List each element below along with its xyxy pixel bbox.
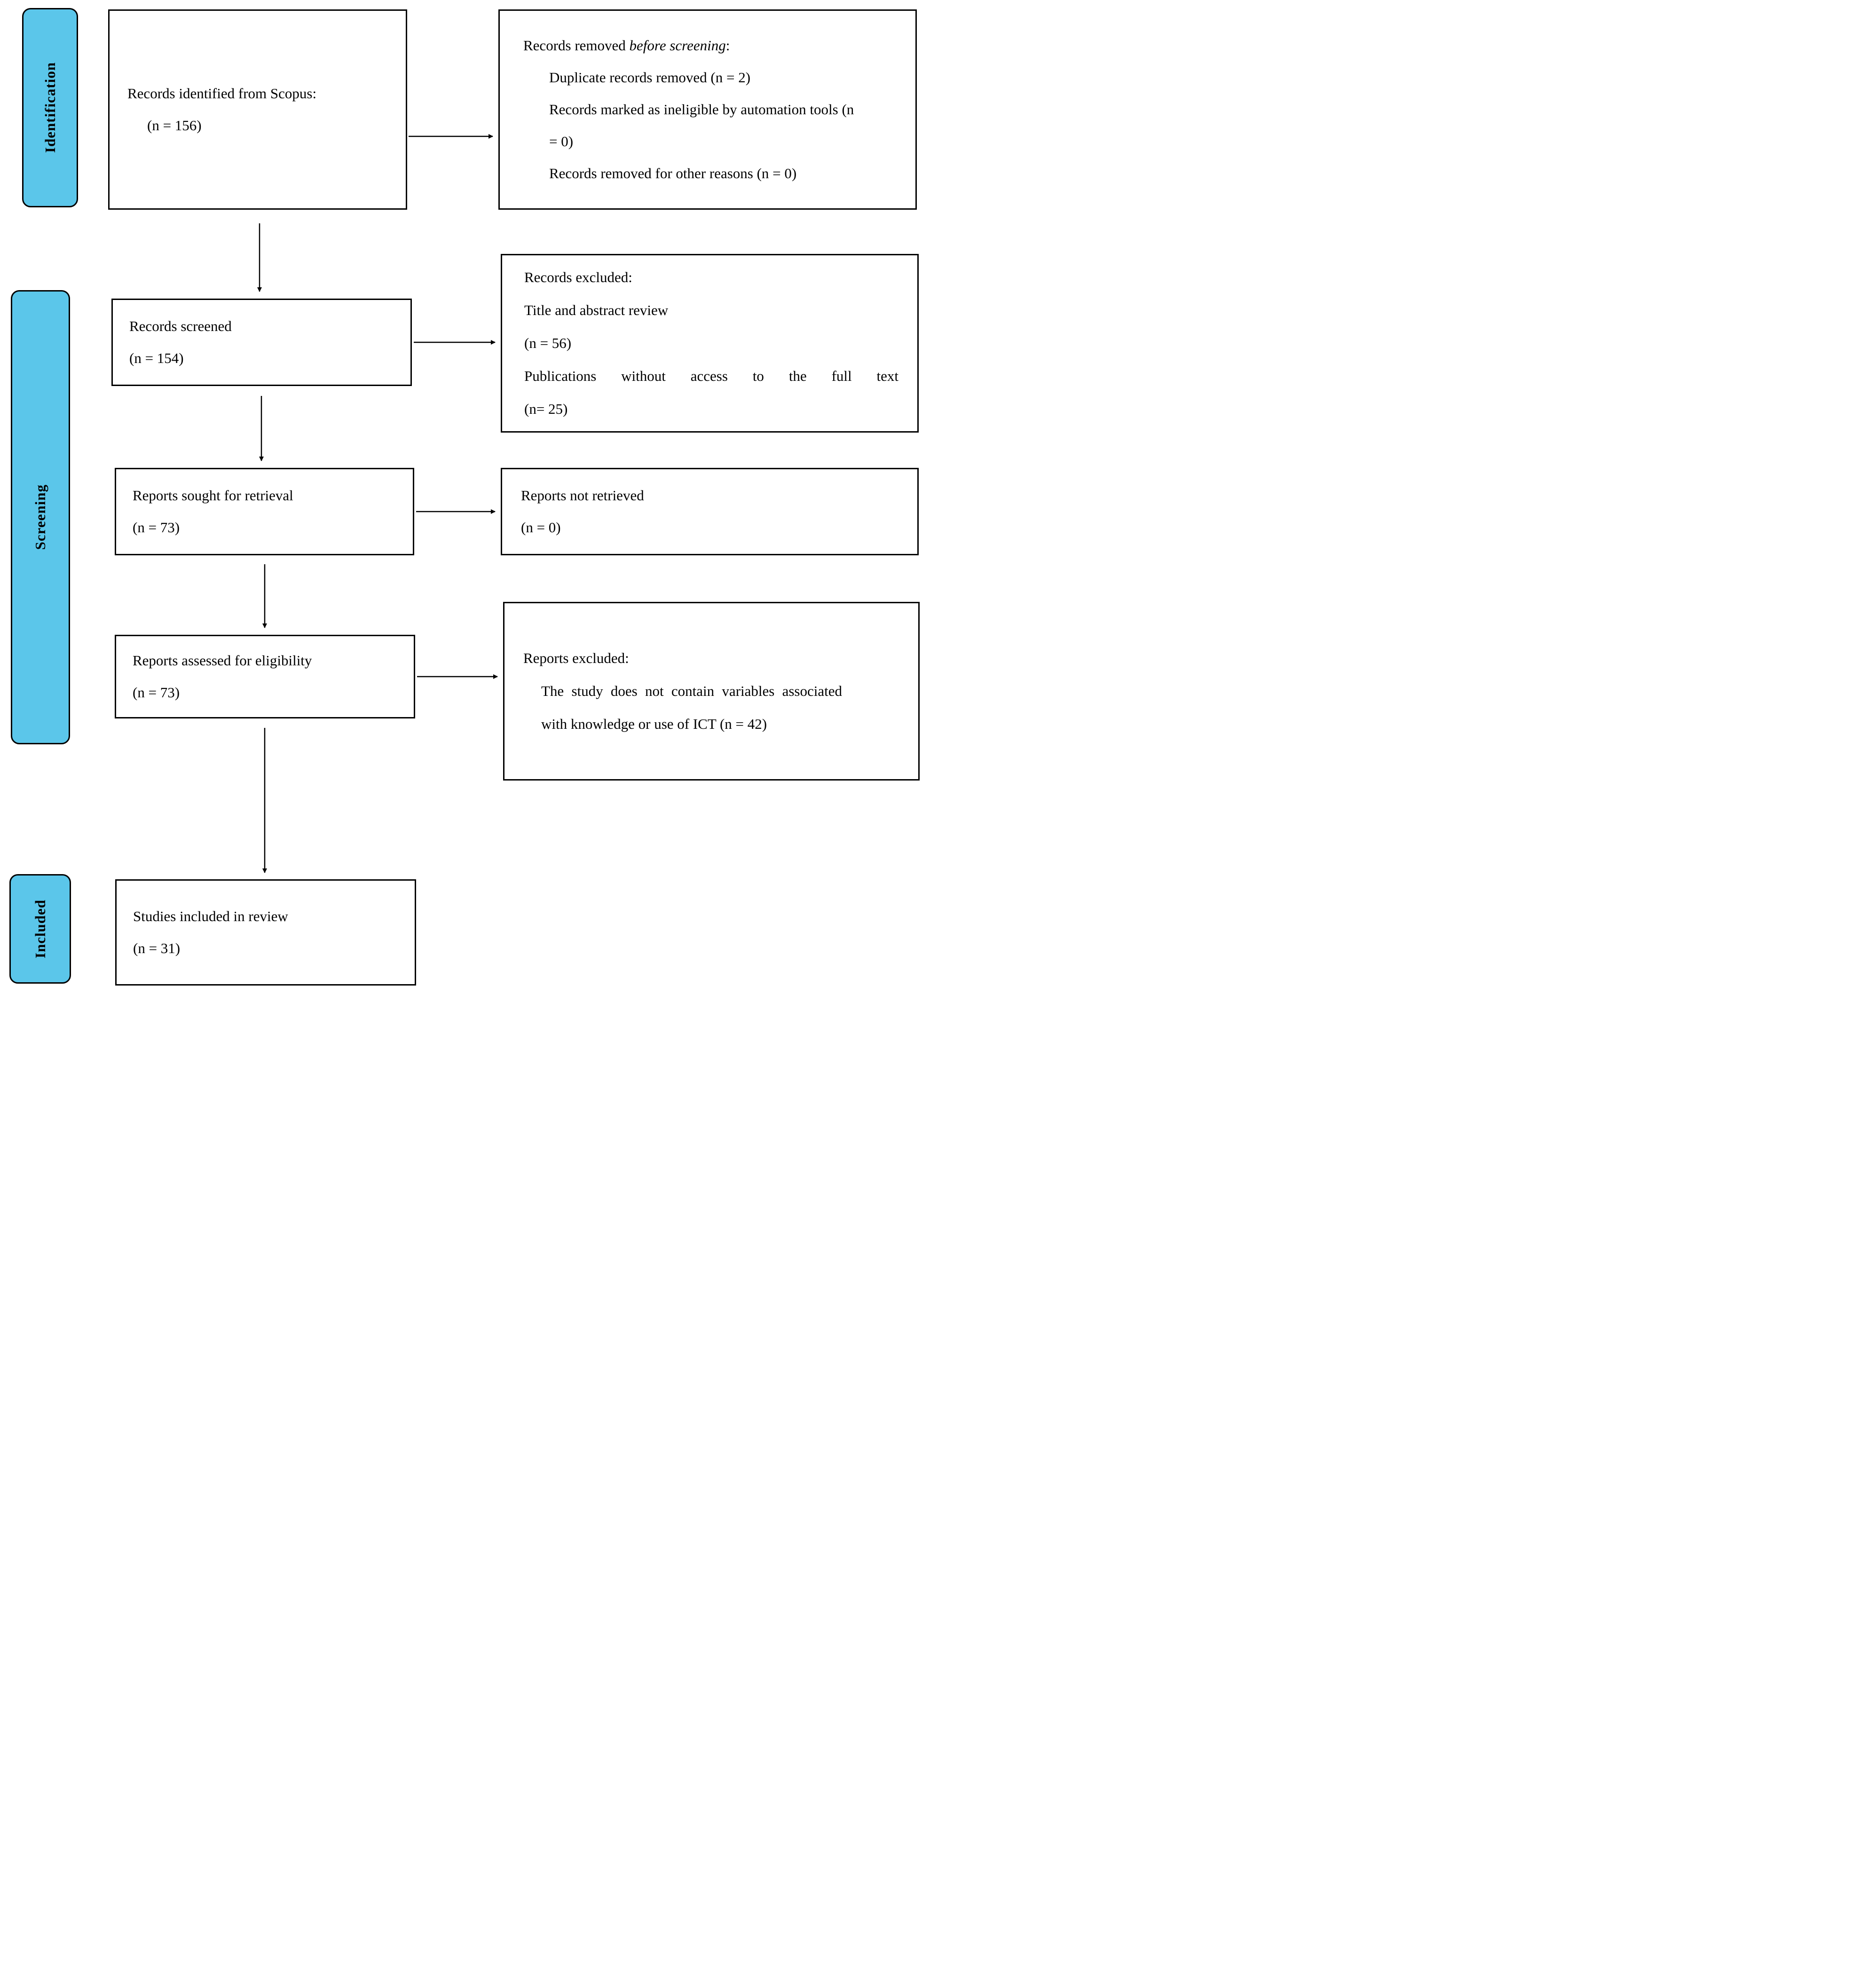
records-excluded-count2: (n= 25) <box>524 401 568 417</box>
reports-sought-text: Reports sought for retrieval <box>133 487 293 504</box>
box-records-identified <box>108 9 407 210</box>
records-removed-title-suffix: : <box>725 37 730 54</box>
box-records-screened <box>111 299 412 386</box>
reports-assessed-count: (n = 73) <box>133 684 180 701</box>
reports-excluded-reason: The study does not contain variables associated with knowledge or use of ICT (n = 42) <box>541 683 842 732</box>
stage-label-included-text: Included <box>32 899 48 959</box>
box-reports-sought <box>115 468 414 555</box>
studies-included-count: (n = 31) <box>133 940 181 956</box>
box-reports-not-retrieved <box>501 468 919 555</box>
records-removed-title-italic: before screening <box>629 37 726 54</box>
studies-included-text: Studies included in review <box>133 908 288 924</box>
records-identified-text: Records identified from Scopus: <box>127 85 317 102</box>
reports-sought-count: (n = 73) <box>133 519 180 536</box>
records-removed-title <box>523 30 902 62</box>
records-removed-item-duplicates: Duplicate records removed (n = 2) <box>549 69 751 86</box>
records-excluded-reason2: Publications without access to the full text <box>524 368 898 384</box>
box-records-excluded <box>501 254 919 433</box>
records-identified-count: (n = 156) <box>147 117 202 134</box>
records-removed-item-other: Records removed for other reasons (n = 0) <box>549 165 797 181</box>
records-screened-text: Records screened <box>129 318 232 334</box>
box-studies-included <box>115 879 416 986</box>
box-reports-assessed <box>115 635 415 718</box>
stage-label-screening-text: Screening <box>32 484 48 550</box>
box-records-removed <box>498 9 917 210</box>
box-reports-excluded <box>503 602 920 781</box>
records-excluded-title: Records excluded: <box>524 269 632 285</box>
stage-label-identification-text: Identification <box>41 62 58 153</box>
reports-excluded-title: Reports excluded: <box>523 650 629 666</box>
prisma-flow-diagram <box>0 0 926 994</box>
records-screened-count: (n = 154) <box>129 350 184 366</box>
stage-label-screening <box>11 290 70 744</box>
records-removed-title-prefix: Records removed <box>523 37 630 54</box>
records-excluded-count1: (n = 56) <box>524 335 572 351</box>
records-removed-item-automation: Records marked as ineligible by automation tools (n = 0) <box>549 101 854 150</box>
reports-assessed-text: Reports assessed for eligibility <box>133 652 312 669</box>
reports-not-retrieved-count: (n = 0) <box>521 519 561 536</box>
stage-label-included <box>9 874 71 984</box>
records-excluded-reason1: Title and abstract review <box>524 302 669 318</box>
stage-label-identification <box>22 8 78 207</box>
reports-not-retrieved-text: Reports not retrieved <box>521 487 644 504</box>
